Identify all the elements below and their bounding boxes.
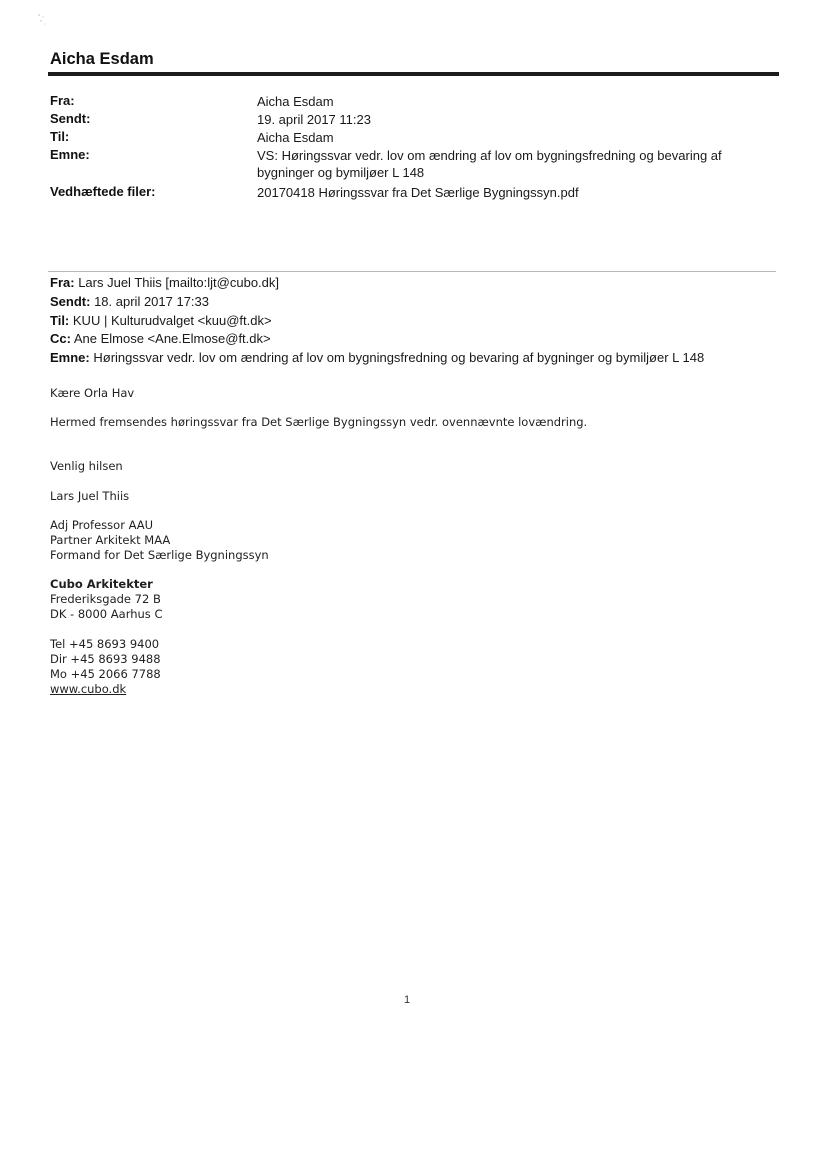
address-line: Frederiksgade 72 B xyxy=(50,592,161,606)
meta-label-from: Fra: xyxy=(50,93,75,108)
scan-speck-icon xyxy=(36,12,48,28)
forward-from-value: Lars Juel Thiis [mailto:ljt@cubo.dk] xyxy=(78,275,280,290)
company-name: Cubo Arkitekter xyxy=(50,577,153,591)
forward-to-value: KUU | Kulturudvalget <kuu@ft.dk> xyxy=(72,313,272,328)
forward-cc-value: Ane Elmose <Ane.Elmose@ft.dk> xyxy=(73,331,271,346)
signature-title: Formand for Det Særlige Bygningssyn xyxy=(50,548,269,562)
forward-sent: Sendt: 18. april 2017 17:33 xyxy=(50,294,210,309)
page-number: 1 xyxy=(404,994,411,1006)
meta-value-from: Aicha Esdam xyxy=(257,94,334,109)
signature-company-block xyxy=(50,577,162,622)
forward-subject: Emne: Høringssvar vedr. lov om ændring af lov om bygningsfredning og bevaring af bygninger og bymiljøer L 148 xyxy=(50,350,705,365)
document-title: Aicha Esdam xyxy=(50,50,154,68)
sender-name: Lars Juel Thiis xyxy=(50,489,130,503)
signature-contact-block xyxy=(50,637,161,697)
forward-from: Fra: Lars Juel Thiis [mailto:ljt@cubo.dk] xyxy=(50,275,280,290)
forward-subject-value: Høringssvar vedr. lov om ændring af lov om bygningsfredning og bevaring af bygninger og bymiljøer L 148 xyxy=(93,350,705,365)
forward-sent-value: 18. april 2017 17:33 xyxy=(94,294,210,309)
meta-label-sent: Sendt: xyxy=(50,111,91,126)
greeting: Kære Orla Hav xyxy=(50,386,135,400)
phone-line: Mo +45 2066 7788 xyxy=(50,667,161,681)
meta-value-sent: 19. april 2017 11:23 xyxy=(257,112,371,127)
phone-line: Dir +45 8693 9488 xyxy=(50,652,161,666)
meta-value-subject: VS: Høringssvar vedr. lov om ændring af lov om bygningsfredning og bevaring af bygninger og bymiljøer L 148 xyxy=(257,148,722,180)
signature-titles xyxy=(50,518,269,563)
address-line: DK - 8000 Aarhus C xyxy=(50,607,163,621)
meta-label-subject: Emne: xyxy=(50,147,90,162)
forward-separator xyxy=(48,271,776,272)
title-divider xyxy=(48,72,779,76)
closing: Venlig hilsen xyxy=(50,459,123,473)
meta-label-attachments: Vedhæftede filer: xyxy=(50,184,156,199)
signature-title: Adj Professor AAU xyxy=(50,518,154,532)
website-link[interactable]: www.cubo.dk xyxy=(50,682,127,696)
attachment-filename[interactable]: 20170418 Høringssvar fra Det Særlige Bygningssyn.pdf xyxy=(257,185,579,200)
meta-value-to: Aicha Esdam xyxy=(257,130,334,145)
forward-to: Til: KUU | Kulturudvalget <kuu@ft.dk> xyxy=(50,313,272,328)
signature-title: Partner Arkitekt MAA xyxy=(50,533,171,547)
phone-line: Tel +45 8693 9400 xyxy=(50,637,160,651)
meta-label-to: Til: xyxy=(50,129,70,144)
message-text: Hermed fremsendes høringssvar fra Det Særlige Bygningssyn vedr. ovennævnte lovændring. xyxy=(50,415,588,429)
forward-cc: Cc: Ane Elmose <Ane.Elmose@ft.dk> xyxy=(50,331,271,346)
